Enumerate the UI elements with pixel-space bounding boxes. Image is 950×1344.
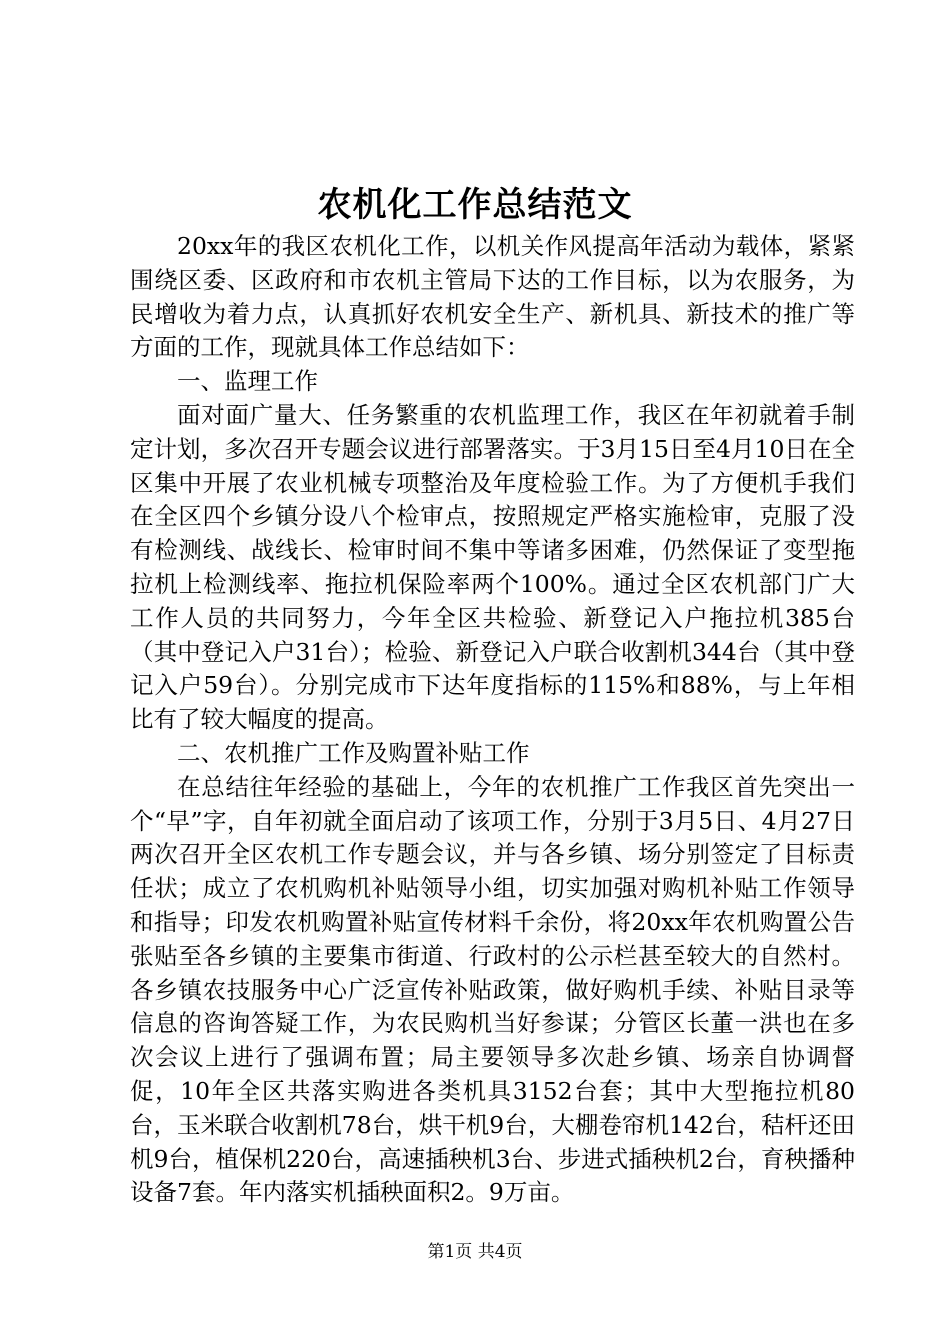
document-title: 农机化工作总结范文 (317, 185, 633, 225)
section-heading-supervision: 一、监理工作 (177, 367, 318, 396)
document-body (130, 230, 855, 1210)
promotion-paragraph: 在总结往年经验的基础上，今年的农机推广工作我区首先突出一个“早”字，自年初就全面启动了该项工作，分别于3月5日、4月27日两次召开全区农机工作专题会议，并与各乡镇、场分别签定了目标责任状；成立了农机购机补贴领导小组，切实加强对购机补贴工作领导和指导；印发农机购置补贴宣传材料千余份，将20xx年农机购置公告张贴至各乡镇的主要集市街道、行政村的公示栏甚至较大的自然村。各乡镇农技服务中心广泛宣传补贴政策，做好购机手续、补贴目录等信息的咨询答疑工作，为农民购机当好参谋；分管区长董一洪也在多次会议上进行了强调布置；局主要领导多次赴乡镇、场亲自协调督促，10年全区共落实购进各类机具3152台套；其中大型拖拉机80台，玉米联合收割机78台，烘干机9台，大棚卷帘机142台，秸杆还田机9台，植保机220台，高速插秧机3台、步进式插秧机2台，育秧播种设备7套。年内落实机插秧面积2。9万亩。 (130, 772, 855, 1207)
page-footer: 第1页 共4页 (427, 1242, 523, 1262)
supervision-paragraph: 面对面广量大、任务繁重的农机监理工作，我区在年初就着手制定计划，多次召开专题会议进行部署落实。于3月15日至4月10日在全区集中开展了农业机械专项整治及年度检验工作。为了方便机手我们在全区四个乡镇分设八个检审点，按照规定严格实施检审，克服了没有检测线、战线长、检审时间不集中等诸多困难，仍然保证了变型拖拉机上检测线率、拖拉机保险率两个100%。通过全区农机部门广大工作人员的共同努力，今年全区共检验、新登记入户拖拉机385台（其中登记入户31台）；检验、新登记入户联合收割机344台（其中登记入户59台）。分别完成市下达年度指标的115%和88%，与上年相比有了较大幅度的提高。 (130, 400, 855, 734)
section-heading-promotion: 二、农机推广工作及购置补贴工作 (177, 738, 530, 767)
intro-paragraph: 20xx年的我区农机化工作，以机关作风提高年活动为载体，紧紧围绕区委、区政府和市农机主管局下达的工作目标，以为农服务，为民增收为着力点，认真抓好农机安全生产、新机具、新技术的推广等方面的工作，现就具体工作总结如下： (130, 232, 855, 362)
